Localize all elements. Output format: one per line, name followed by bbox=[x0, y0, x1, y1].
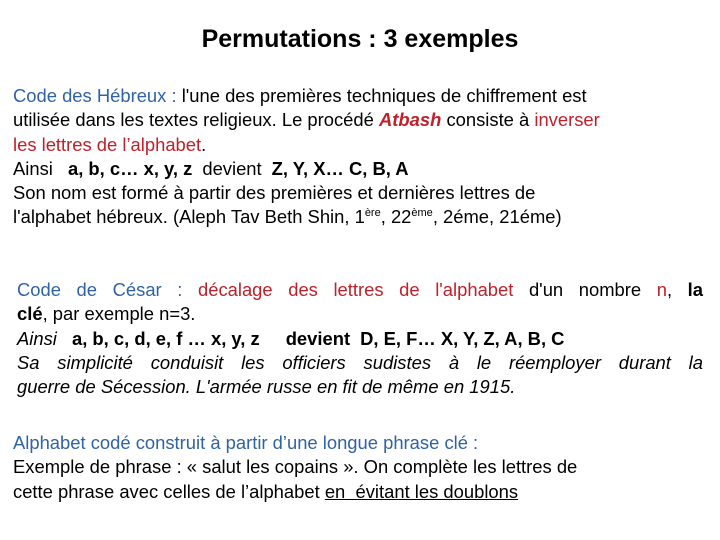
text-span: cette phrase avec celles de l’alphabet bbox=[13, 480, 325, 502]
text-span: l'alphabet hébreux. (Aleph Tav Beth Shin, 1 bbox=[13, 206, 365, 228]
text-span: , bbox=[666, 279, 688, 300]
underlined-text: en évitant les doublons bbox=[324, 480, 519, 502]
text-line bbox=[13, 108, 703, 132]
hebrew-code-paragraph bbox=[13, 84, 703, 230]
page-title: Permutations : 3 exemples bbox=[201, 25, 519, 53]
text-span: Ainsi bbox=[13, 157, 58, 179]
hebrew-code-heading: Code des Hébreux : bbox=[13, 85, 177, 106]
text-line: Exemple de phrase : « salut les copains ». On complète les lettres de bbox=[13, 456, 578, 478]
emphasis-text: les lettres de l’alphabet bbox=[13, 133, 202, 155]
text-line bbox=[13, 480, 703, 504]
text-span: Ainsi bbox=[17, 327, 62, 349]
atbash-term: Atbash bbox=[378, 109, 442, 131]
cipher-alphabet: D, E, F… X, Y, Z, A, B, C bbox=[360, 327, 565, 349]
text-line: Sa simplicité conduisit les officiers sudistes à le réemployer durant la bbox=[17, 351, 703, 373]
superscript: ère bbox=[364, 207, 381, 220]
cipher-alphabet: Z, Y, X… C, B, A bbox=[271, 157, 409, 179]
keyphrase-heading: Alphabet codé construit à partir d’une longue phrase clé : bbox=[13, 432, 479, 453]
text-line bbox=[17, 302, 703, 326]
text-line bbox=[13, 133, 703, 157]
text-span: devient bbox=[202, 157, 262, 179]
text-line bbox=[17, 278, 703, 302]
text-span: , 22 bbox=[380, 206, 412, 228]
emphasis-text: inverser bbox=[534, 109, 600, 131]
text-line: guerre de Sécession. L'armée russe en fit de même en 1915. bbox=[17, 376, 516, 398]
text-line bbox=[13, 205, 703, 229]
text-span: d'un nombre bbox=[513, 279, 657, 300]
caesar-code-paragraph bbox=[17, 278, 703, 399]
caesar-code-heading: Code de César : bbox=[17, 279, 183, 300]
text-line bbox=[17, 327, 703, 351]
text-line: Son nom est formé à partir des premières et dernières lettres de bbox=[13, 182, 536, 204]
text-span: l'une des premières techniques de chiffrement est bbox=[176, 85, 587, 106]
text-line bbox=[13, 157, 703, 181]
text-span: devient bbox=[285, 327, 351, 349]
text-span: consiste à bbox=[441, 109, 535, 131]
emphasis-text: n bbox=[656, 279, 667, 300]
text-span: utilisée dans les textes religieux. Le procédé bbox=[13, 109, 379, 131]
plain-alphabet: a, b, c… x, y, z bbox=[67, 157, 193, 179]
text-span: . bbox=[201, 133, 207, 155]
emphasis-text: décalage des lettres de l'alphabet bbox=[197, 279, 514, 300]
text-span: , 2éme, 21éme) bbox=[432, 206, 562, 228]
key-term: la bbox=[687, 279, 703, 300]
keyphrase-alphabet-paragraph bbox=[13, 431, 703, 504]
text-span: , par exemple n=3. bbox=[42, 303, 196, 325]
text-line bbox=[13, 84, 703, 108]
plain-alphabet: a, b, c, d, e, f … x, y, z bbox=[71, 327, 260, 349]
superscript: ème bbox=[411, 207, 433, 220]
key-term: clé bbox=[17, 303, 43, 325]
